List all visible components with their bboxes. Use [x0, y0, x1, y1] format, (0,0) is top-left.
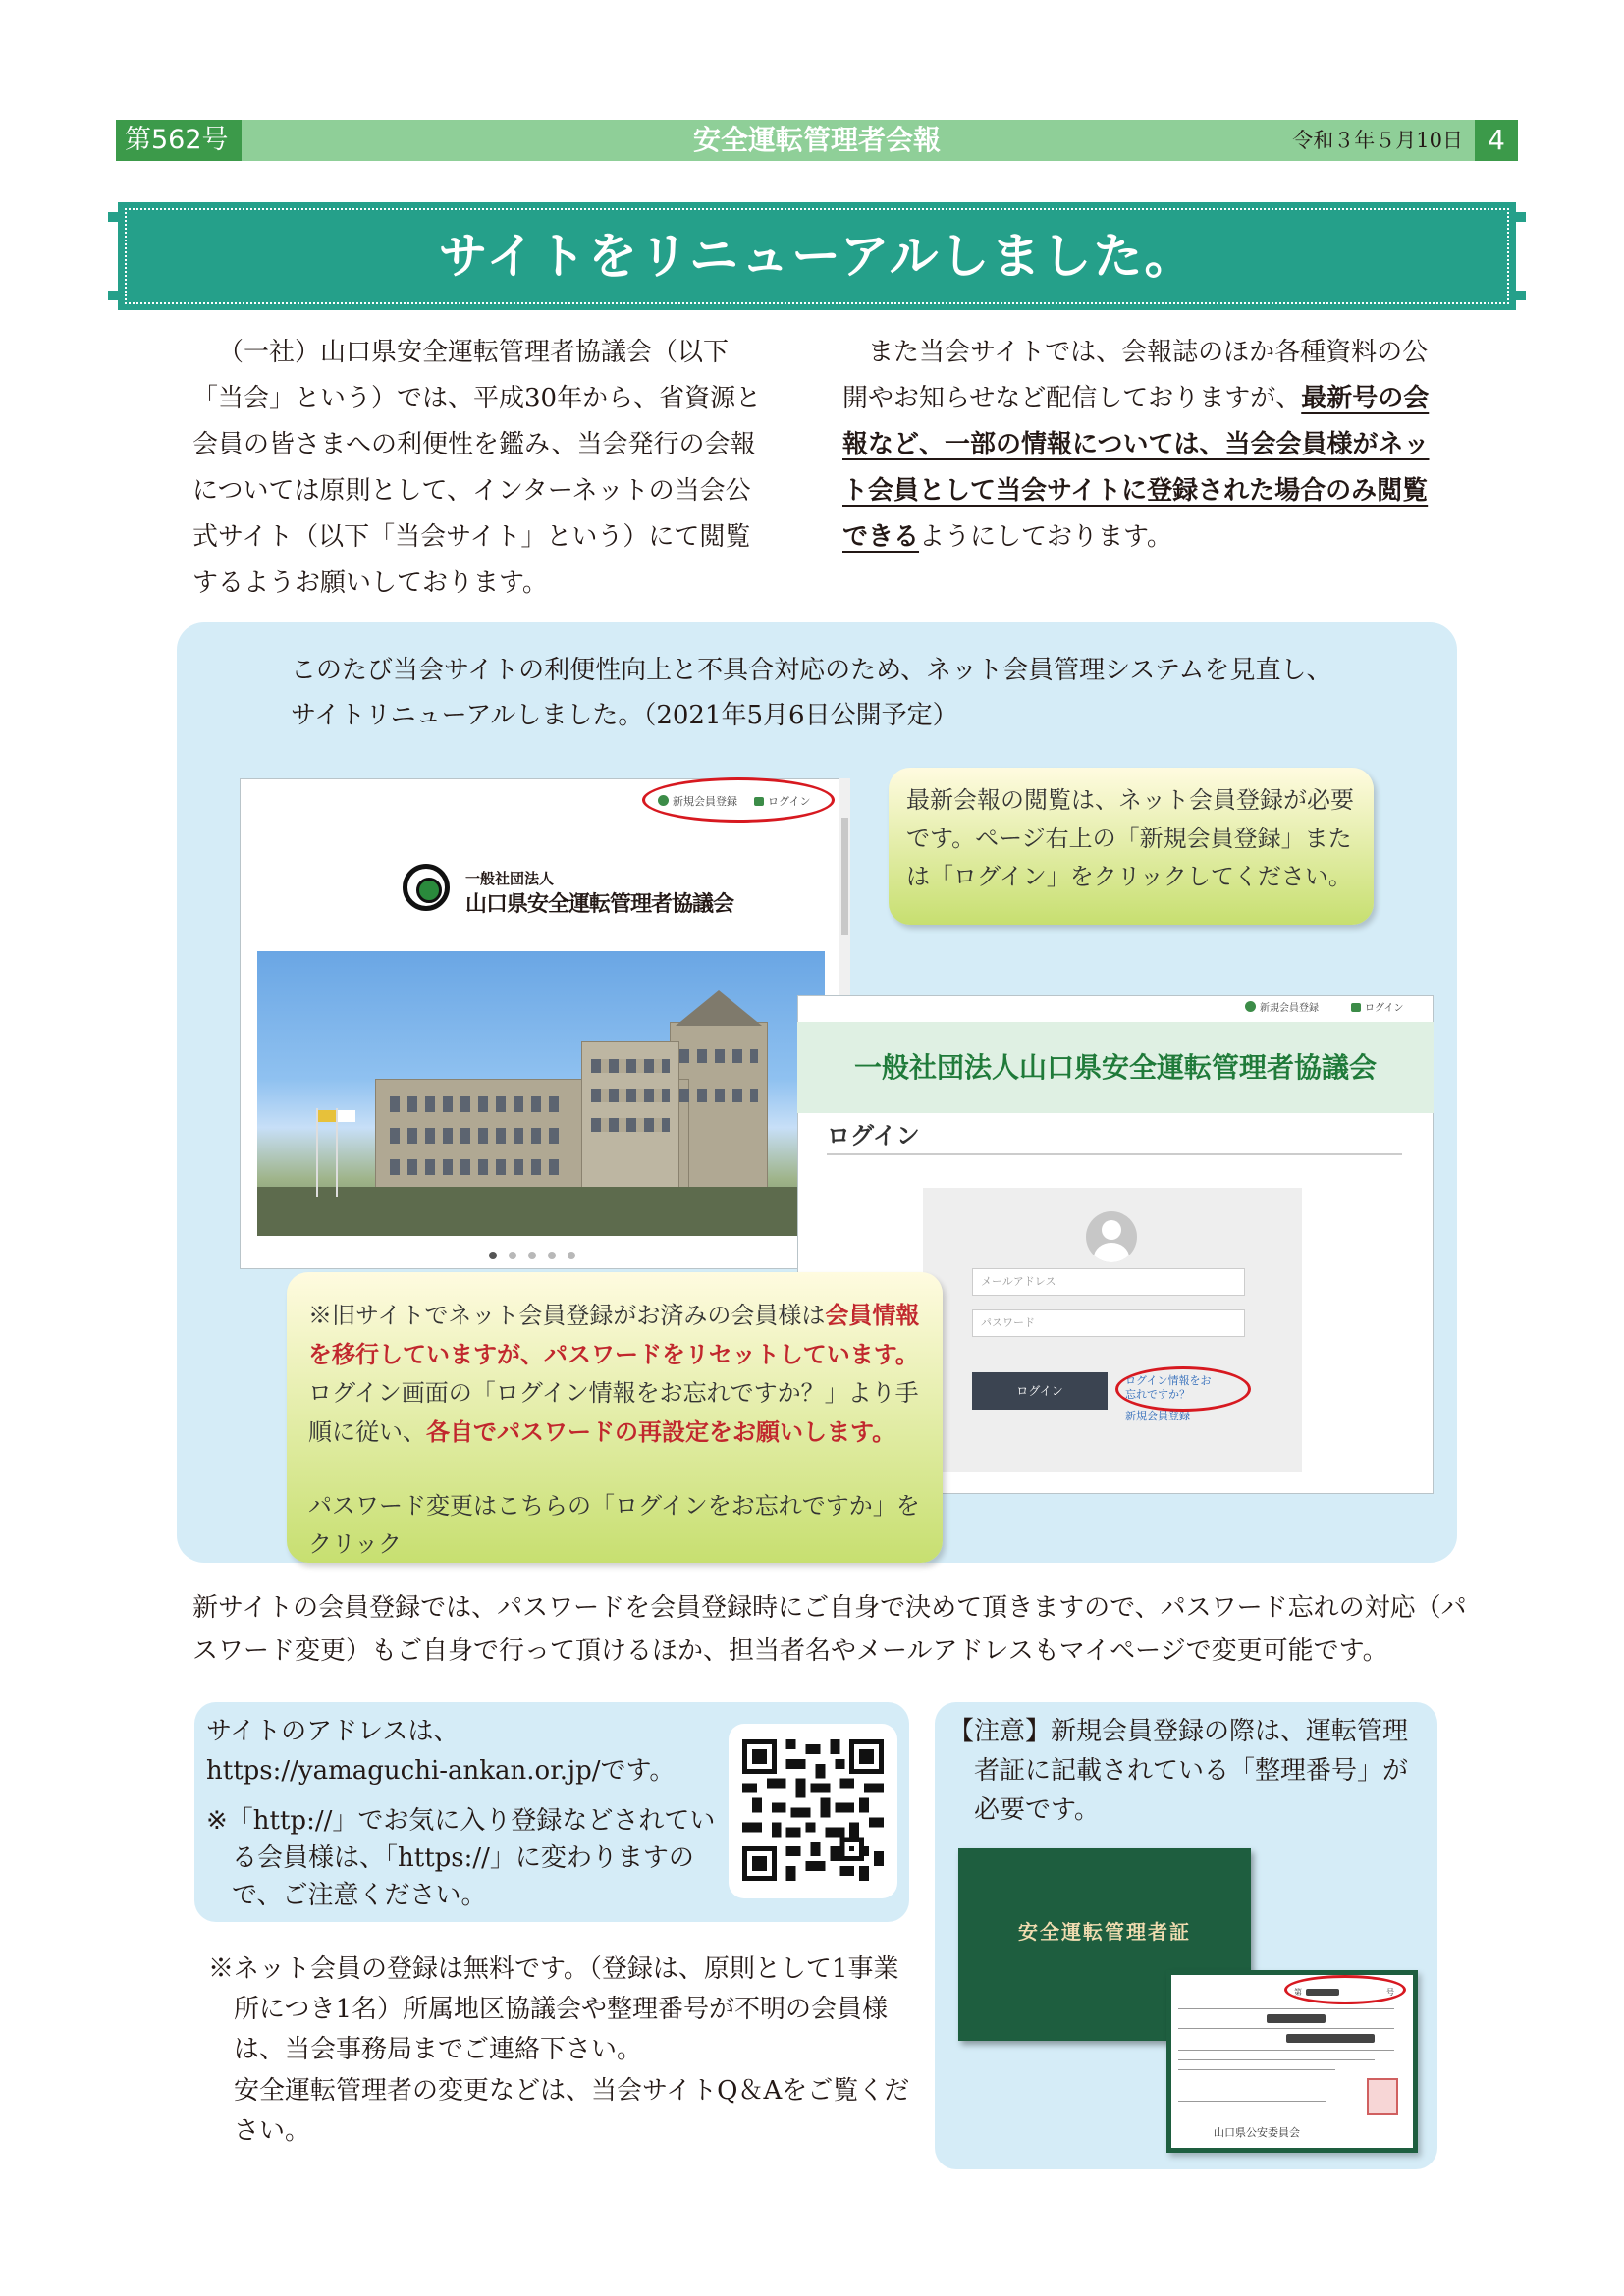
seal-stamp	[1367, 2078, 1398, 2115]
banner-pixel-decoration	[1516, 291, 1526, 300]
headline-banner	[118, 202, 1516, 310]
old-nav-login[interactable]: ログイン	[754, 793, 810, 809]
panel-lead-text: このたび当会サイトの利便性向上と不具合対応のため、ネット会員管理システムを見直し、 サイトリニューアルしました。（2021年5月6日公開予定）	[291, 656, 1332, 730]
password-input[interactable]: パスワード	[972, 1309, 1245, 1337]
old-nav-register[interactable]: 新規会員登録	[658, 793, 737, 809]
issue-date: 令和３年５月10日	[1292, 129, 1463, 152]
login-heading: ログイン	[827, 1122, 920, 1149]
email-input[interactable]: メールアドレス	[972, 1268, 1245, 1296]
qa-note: 安全運転管理者の変更などは、当会サイトQ＆Aをご覧ください。	[234, 2076, 910, 2146]
https-note: ※「http://」でお気に入り登録などされている会員様は、「https://」に変わりますので、ご注意ください。	[206, 1806, 716, 1910]
page-number: 4	[1475, 120, 1518, 161]
register-callout: 最新会報の閲覧は、ネット会員登録が必要です。ページ右上の「新規会員登録」または「ログイン」をクリックしてください。	[889, 768, 1374, 925]
old-org-name: 山口県安全運転管理者協議会	[465, 892, 734, 917]
password-reset-callout: ※旧サイトでネット会員登録がお済みの会員様は会員情報を移行していますが、パスワードをリセットしています。ログイン画面の「ログイン情報をお忘れですか？」より手順に従い、各自でパスワードの再設定をお願いします。 パスワード変更はこちらの「ログインをお忘れですか」をクリック	[287, 1272, 943, 1563]
emphasis-underline: 最新号の会報など、一部の情報については、当会会員様がネット会員として当会サイトに登録された場合のみ閲覧できる	[842, 384, 1430, 552]
certificate-issuer: 山口県公安委員会	[1214, 2126, 1300, 2139]
carousel-dot[interactable]	[548, 1252, 556, 1259]
banner-pixel-decoration	[108, 291, 118, 300]
highlight-ellipse	[642, 777, 835, 823]
new-nav-register[interactable]: 新規会員登録	[1245, 999, 1319, 1014]
issue-number: 第562号	[116, 120, 242, 161]
forgot-login-link[interactable]: ログイン情報をお忘れですか？	[1125, 1374, 1212, 1401]
lock-icon	[1351, 1003, 1361, 1012]
caution-text: 【注意】新規会員登録の際は、運転管理者証に記載されている「整理番号」が必要です。	[948, 1717, 1409, 1825]
divider	[827, 1153, 1402, 1155]
certificate-number-prefix: 第	[1294, 1988, 1302, 1997]
certificate-cover-title: 安全運転管理者証	[1018, 1920, 1191, 1944]
registration-note: 新サイトの会員登録では、パスワードを会員登録時にご自身で決めて頂きますので、パスワード忘れの対応（パスワード変更）もご自身で行って頂けるほか、担当者名やメールアドレスもマイページで変更可能です。	[192, 1593, 1467, 1666]
banner-pixel-decoration	[108, 212, 118, 222]
carousel-dot[interactable]	[528, 1252, 536, 1259]
association-logo	[403, 864, 450, 911]
building-photo	[257, 951, 825, 1236]
highlight-ellipse	[1115, 1366, 1251, 1412]
avatar-icon	[1086, 1211, 1137, 1262]
new-nav-login[interactable]: ログイン	[1351, 999, 1404, 1014]
carousel-dot[interactable]	[568, 1252, 575, 1259]
header-bar	[116, 120, 1518, 161]
intro-left-paragraph: （一社）山口県安全運転管理者協議会（以下「当会」という）では、平成30年から、省資源と会員の皆さまへの利便性を鑑み、当会発行の会報については原則として、インターネットの当会公式サイト（以下「当会サイト」という）にて閲覧するようお願いしております。	[192, 338, 762, 598]
highlight-ellipse	[1284, 1975, 1406, 2004]
site-url: https://yamaguchi-ankan.or.jp/です。	[206, 1756, 676, 1786]
intro-right-paragraph: また当会サイトでは、会報誌のほか各種資料の公開やお知らせなど配信しておりますが、最新号の会報など、一部の情報については、当会会員様がネット会員として当会サイトに登録された場合のみ閲覧できるようにしております。	[842, 338, 1430, 552]
login-button[interactable]: ログイン	[972, 1372, 1108, 1410]
headline-title: サイトをリニューアルしました。	[438, 228, 1196, 285]
qr-code-icon	[742, 1739, 884, 1881]
qr-code	[729, 1724, 897, 1898]
carousel-dot[interactable]	[489, 1252, 497, 1259]
certificate-number-suffix: 号	[1386, 1988, 1394, 1997]
newsletter-title: 安全運転管理者会報	[692, 124, 941, 156]
address-intro: サイトのアドレスは、	[206, 1717, 460, 1746]
register-link[interactable]: 新規会員登録	[1125, 1410, 1190, 1422]
redacted-bar	[1267, 2014, 1326, 2023]
login-site-org-name: 一般社団法人山口県安全運転管理者協議会	[853, 1051, 1377, 1084]
carousel-dot[interactable]	[509, 1252, 516, 1259]
free-registration-note: ※ネット会員の登録は無料です。（登録は、原則として1事業所につき1名）所属地区協議会や整理番号が不明の会員様は、当会事務局までご連絡下さい。	[208, 1954, 899, 2064]
user-icon	[1245, 1001, 1256, 1012]
redacted-bar	[1286, 2034, 1375, 2043]
banner-pixel-decoration	[1516, 212, 1526, 222]
carousel-dots[interactable]	[483, 1245, 581, 1263]
old-org-type: 一般社団法人	[465, 870, 555, 887]
